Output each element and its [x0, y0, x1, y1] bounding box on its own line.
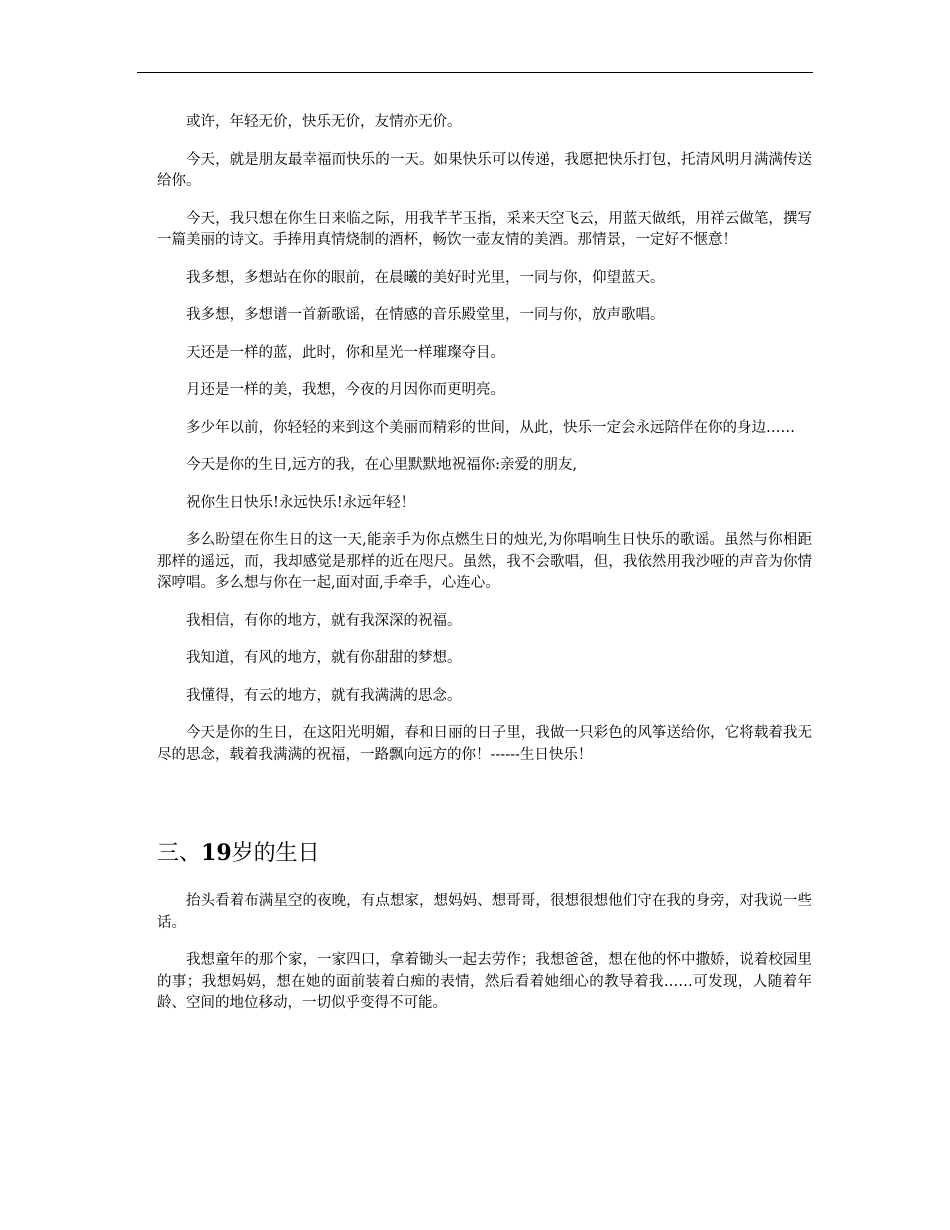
paragraph: 我懂得，有云的地方，就有我满满的思念。: [186, 687, 462, 704]
paragraph: 天还是一样的蓝，此时，你和星光一样璀璨夺目。: [186, 344, 505, 361]
paragraph: 我想童年的那个家，一家四口，拿着锄头一起去劳作；我想爸爸，想在他的怀中撒娇，说着校园里的事；我想妈妈，想在她的面前装着白痴的表情，然后看着她细心的教导着我……可发现，人随着年龄、空间的地位移动，一切似乎变得不可能。: [157, 952, 812, 1011]
paragraph: 今天是你的生日,远方的我，在心里默默地祝福你:亲爱的朋友,: [186, 457, 578, 473]
paragraph: 多少年以前，你轻轻的来到这个美丽而精彩的世间，从此，快乐一定会永远陪伴在你的身边……: [186, 419, 795, 436]
paragraph: 我知道，有风的地方，就有你甜甜的梦想。: [186, 650, 462, 666]
paragraph: 或许，年轻无价，快乐无价，友情亦无价。: [186, 114, 462, 130]
paragraph: 祝你生日快乐!永远快乐!永远年轻！: [186, 494, 416, 511]
paragraph: 月还是一样的美，我想，今夜的月因你而更明亮。: [186, 382, 505, 398]
document-body: [157, 112, 812, 1031]
paragraph: 我多想，多想站在你的眼前，在晨曦的美好时光里，一同与你，仰望蓝天。: [186, 269, 665, 286]
paragraph: 今天是你的生日，在这阳光明媚，春和日丽的日子里，我做一只彩色的风筝送给你，它将载着我无尽的思念，载着我满满的祝福，一路飘向远方的你！------生日快乐！: [157, 725, 812, 763]
paragraph: 我多想，多想谱一首新歌谣，在情感的音乐殿堂里，一同与你，放声歌唱。: [186, 307, 665, 323]
paragraph: 多么盼望在你生日的这一天,能亲手为你点燃生日的烛光,为你唱响生日快乐的歌谣。虽然与你相距那样的遥远，而，我却感觉是那样的近在咫尺。虽然，我不会歌唱，但，我依然用我沙哑的声音为你情深哼唱。多么想与你在一起,面对面,手牵手，心连心。: [157, 532, 812, 591]
paragraph: 今天，就是朋友最幸福而快乐的一天。如果快乐可以传递，我愿把快乐打包，托清风明月满满传送给你。: [157, 151, 812, 189]
paragraph: 抬头看着布满星空的夜晚，有点想家，想妈妈、想哥哥，很想很想他们守在我的身旁，对我说一些话。: [157, 893, 812, 931]
heading-prefix: 三、: [157, 841, 202, 866]
paragraph: 今天，我只想在你生日来临之际，用我芊芊玉指，采来天空飞云，用蓝天做纸，用祥云做笔，撰写一篇美丽的诗文。手捧用真情烧制的酒杯，畅饮一壶友情的美酒。那情景，一定好不惬意！: [157, 210, 812, 248]
header-rule: [137, 72, 813, 73]
heading-suffix: 岁的生日: [231, 841, 320, 866]
heading-number: 19: [201, 840, 232, 866]
paragraph: 我相信，有你的地方，就有我深深的祝福。: [186, 612, 462, 629]
section-heading: [157, 838, 812, 869]
